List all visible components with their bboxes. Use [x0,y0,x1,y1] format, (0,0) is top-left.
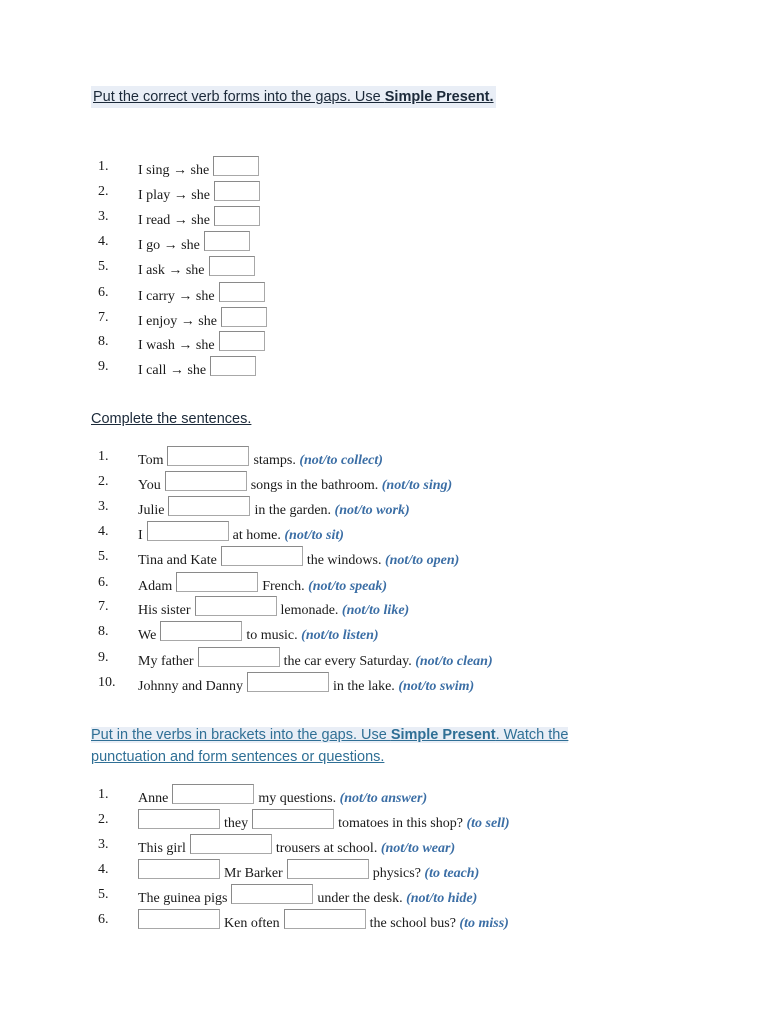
item-rest: my questions. [258,791,337,806]
item-part-2: Mr Barker [224,866,283,881]
verb-hint: (not/to sing) [381,478,453,493]
item-number: 2. [98,812,109,827]
item-number: 7. [98,599,109,614]
verb-hint: (not/to clean) [415,654,493,669]
answer-input[interactable] [165,471,247,491]
answer-input[interactable] [195,596,277,616]
item-number: 2. [98,184,109,199]
verb-hint: (not/to swim) [398,679,475,694]
section-3-heading-line-2: punctuation and form sentences or questions. [91,749,385,765]
item-part-1: Anne [138,791,169,806]
item-rest: the school bus? [369,916,456,931]
item-number: 3. [98,499,109,514]
verb-hint: (not/to collect) [299,453,383,468]
answer-input-1[interactable] [138,909,220,929]
verb-hint: (to sell) [466,816,510,831]
verb-hint: (not/to answer) [339,791,428,806]
answer-input-2[interactable] [287,859,369,879]
section-3-heading-suffix: . Watch the [495,727,569,743]
item-subject: Tina and Kate [138,553,217,568]
item-number: 4. [98,234,109,249]
item-number: 5. [98,549,109,564]
item-prompt: I ask → she [138,263,205,278]
answer-input[interactable] [209,256,255,276]
answer-input[interactable] [167,446,249,466]
item-rest: in the lake. [333,679,395,694]
answer-input[interactable] [219,331,265,351]
item-prompt: I carry → she [138,289,215,304]
item-rest: French. [262,579,305,594]
item-part-2: Ken often [224,916,280,931]
section-3-heading-line-1 [91,727,568,743]
section-3-heading-text: Put in the verbs in brackets into the gaps. Use [91,727,391,743]
item-prompt: I sing → she [138,163,210,178]
item-part-2: they [224,816,249,831]
item-rest: trousers at school. [275,841,378,856]
item-part-1: The guinea pigs [138,891,228,906]
item-prompt: I call → she [138,363,207,378]
section-3-heading-bold: Simple Present [390,727,496,743]
item-number: 2. [98,474,109,489]
answer-input-1[interactable] [138,859,220,879]
verb-hint: (not/to like) [341,603,410,618]
answer-input[interactable] [210,356,256,376]
answer-input[interactable] [198,647,280,667]
answer-input[interactable] [221,546,303,566]
item-rest: under the desk. [317,891,403,906]
item-number: 1. [98,449,109,464]
item-prompt: I go → she [138,238,200,253]
answer-input[interactable] [147,521,229,541]
item-subject: We [138,628,157,643]
answer-input[interactable] [204,231,250,251]
answer-input-1[interactable] [138,809,220,829]
verb-hint: (to teach) [424,866,480,881]
item-rest: the car every Saturday. [283,654,412,669]
item-number: 6. [98,912,109,927]
item-subject: Johnny and Danny [138,679,243,694]
verb-hint: (not/to wear) [380,841,456,856]
item-subject: Adam [138,579,173,594]
item-number: 1. [98,787,109,802]
answer-input[interactable] [176,572,258,592]
item-number: 5. [98,259,109,274]
item-rest: in the garden. [254,503,332,518]
answer-input[interactable] [213,156,259,176]
item-number: 6. [98,575,109,590]
answer-input-2[interactable] [252,809,334,829]
answer-input[interactable] [168,496,250,516]
item-rest: tomatoes in this shop? [338,816,463,831]
item-number: 4. [98,862,109,877]
answer-input[interactable] [172,784,254,804]
item-number: 10. [98,675,116,690]
item-subject: Julie [138,503,165,518]
item-number: 9. [98,359,109,374]
item-number: 1. [98,159,109,174]
item-prompt: I play → she [138,188,210,203]
item-part-1: This girl [138,841,186,856]
answer-input-2[interactable] [284,909,366,929]
item-rest: to music. [246,628,298,643]
answer-input[interactable] [190,834,272,854]
item-prompt: I wash → she [138,338,215,353]
item-number: 3. [98,209,109,224]
item-rest: the windows. [306,553,382,568]
verb-hint: (not/to hide) [406,891,478,906]
verb-hint: (not/to speak) [308,579,388,594]
section-1-heading-text: Put the correct verb forms into the gaps. Use [93,89,385,105]
item-rest: stamps. [253,453,296,468]
item-number: 3. [98,837,109,852]
verb-hint: (to miss) [459,916,509,931]
item-number: 5. [98,887,109,902]
item-subject: My father [138,654,194,669]
item-rest: physics? [372,866,421,881]
item-subject: I [138,528,143,543]
answer-input[interactable] [160,621,242,641]
answer-input[interactable] [219,282,265,302]
verb-hint: (not/to listen) [301,628,379,643]
item-rest: lemonade. [280,603,339,618]
verb-hint: (not/to work) [334,503,410,518]
item-subject: You [138,478,161,493]
section-1-heading-bold: Simple Present. [384,89,494,105]
item-subject: His sister [138,603,191,618]
verb-hint: (not/to open) [384,553,460,568]
item-rest: at home. [232,528,281,543]
item-prompt: I enjoy → she [138,314,217,329]
verb-hint: (not/to sit) [284,528,344,543]
answer-input[interactable] [231,884,313,904]
answer-input[interactable] [247,672,329,692]
item-number: 8. [98,624,109,639]
section-2-heading: Complete the sentences. [91,411,252,427]
item-number: 7. [98,310,109,325]
answer-input[interactable] [214,206,260,226]
item-subject: Tom [138,453,164,468]
item-number: 9. [98,650,109,665]
section-1-heading [91,86,496,108]
answer-input[interactable] [221,307,267,327]
answer-input[interactable] [214,181,260,201]
item-rest: songs in the bathroom. [250,478,379,493]
item-number: 4. [98,524,109,539]
section-3-heading [91,724,568,768]
item-prompt: I read → she [138,213,210,228]
item-number: 6. [98,285,109,300]
item-number: 8. [98,334,109,349]
